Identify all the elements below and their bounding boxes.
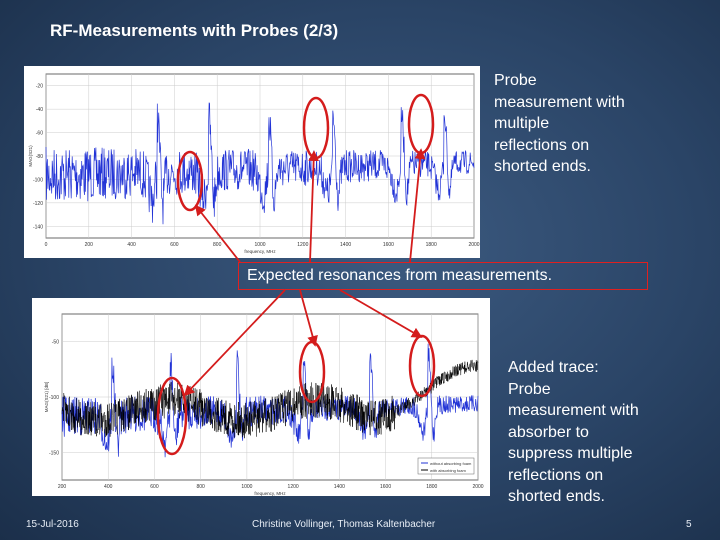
x-tick-label: 0 [44,242,48,248]
y-axis-label: MAG(S21) [dB] [44,381,49,413]
x-axis-label: frequency, MHz [244,249,276,254]
y-tick-label: -100 [48,395,59,401]
description-line: measurement with [508,402,639,419]
resonance-circle [300,342,324,402]
x-tick-label: 400 [127,242,136,248]
description-line: absorber to [508,423,589,441]
resonance-circle [158,378,186,454]
annotation-arrow [310,152,314,262]
x-tick-label: 200 [57,484,67,490]
x-tick-label: 1000 [241,484,253,490]
description-line: shorted ends. [508,488,605,505]
description-line: shorted ends. [494,158,591,175]
x-tick-label: 1200 [297,242,309,248]
slide-title: RF-Measurements with Probes (2/3) [50,21,339,40]
y-tick-label: -60 [35,130,43,137]
x-tick-label: 2000 [468,242,480,248]
annotation-arrow [340,290,421,337]
y-tick-label: -150 [48,450,59,457]
description-line: Probe [508,380,551,398]
x-tick-label: 1400 [340,242,352,248]
x-tick-label: 1600 [382,242,394,248]
annotation-arrow [185,290,285,395]
x-tick-label: 1800 [425,242,437,248]
x-tick-label: 200 [84,242,93,248]
resonance-circle [410,336,434,396]
resonance-circle [178,152,202,210]
description-line: Added trace: [508,359,599,376]
legend-entry: without absorbing foam [430,461,472,466]
x-tick-label: 1600 [379,484,392,490]
description-line: reflections on [494,136,590,154]
footer-date: 15-Jul-2016 [26,519,79,530]
y-tick-label: -120 [32,200,43,207]
description-line: measurement with [494,93,625,111]
description-line: Probe [494,72,537,89]
description-line: suppress multiple [508,445,633,462]
resonance-circle [409,95,433,153]
resonance-circle [304,98,328,158]
y-axis-label: MAG(S21) [28,145,33,167]
x-tick-label: 1800 [426,484,438,490]
x-tick-label: 1000 [254,242,266,248]
annotation-arrow [410,150,421,262]
x-tick-label: 800 [196,484,205,490]
description-line: multiple [494,115,550,132]
annotation-arrow [196,206,240,262]
x-tick-label: 1200 [287,484,299,490]
description-line: reflections on [508,466,604,484]
annotation-arrow [300,290,315,345]
x-tick-label: 400 [104,484,113,490]
x-tick-label: 800 [213,242,222,248]
y-tick-label: -20 [35,83,43,90]
x-axis-label: frequency, MHz [254,491,286,496]
legend-entry: with absorbing foam [430,468,466,473]
y-tick-label: -100 [32,177,43,184]
y-tick-label: -140 [32,224,43,231]
expected-resonances-label: Expected resonances from measurements. [238,262,648,290]
footer-authors: Christine Vollinger, Thomas Kaltenbacher [252,519,436,530]
x-tick-label: 600 [170,242,179,248]
y-tick-label: -40 [35,107,43,114]
y-tick-label: -50 [51,339,59,346]
y-tick-label: -80 [35,154,43,160]
x-tick-label: 1400 [333,484,345,490]
x-tick-label: 2000 [472,484,484,490]
x-tick-label: 600 [150,484,159,490]
footer-page-number: 5 [686,519,692,530]
